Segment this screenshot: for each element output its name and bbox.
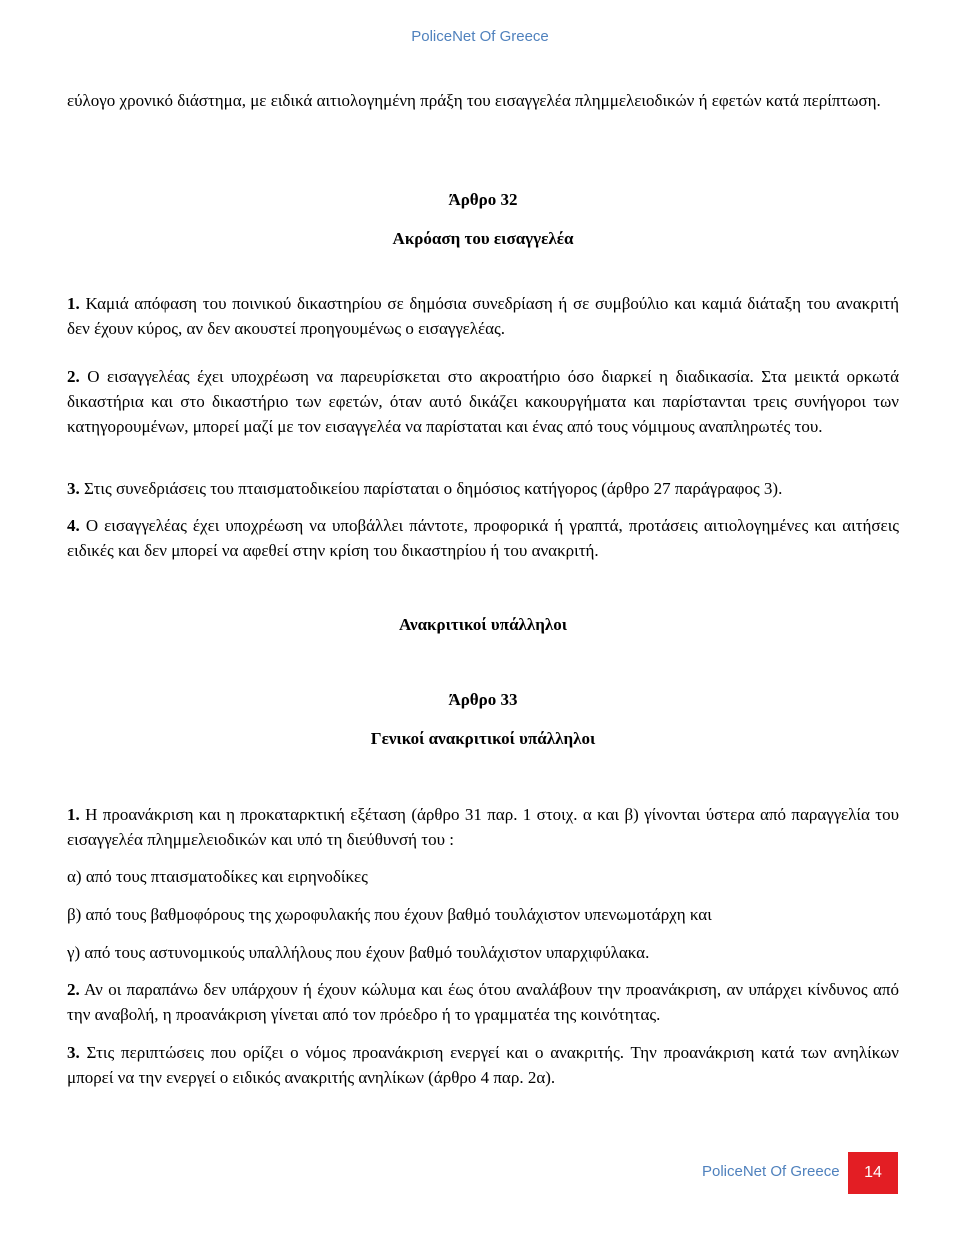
- item-text: Στις συνεδριάσεις του πταισματοδικείου παρίσταται ο δημόσιος κατήγορος (άρθρο 27 παράγραφος 3).: [84, 479, 783, 498]
- article-33-item-3: [67, 1040, 899, 1090]
- section-title: Ανακριτικοί υπάλληλοι: [398, 615, 568, 634]
- article-33-sub-a: α) από τους πταισματοδίκες και ειρηνοδίκες: [67, 867, 368, 886]
- article-33-item-1: [67, 802, 899, 852]
- intro-paragraph: εύλογο χρονικό διάστημα, με ειδικά αιτιολογημένη πράξη του εισαγγελέα πλημμελειοδικών ή εφετών κατά περίπτωση.: [67, 91, 881, 110]
- item-number: 3.: [67, 1043, 80, 1062]
- article-32-item-4: [67, 513, 899, 563]
- item-number: 1.: [67, 294, 80, 313]
- item-number: 2.: [67, 980, 80, 999]
- article-33-title: Άρθρο 33: [448, 690, 518, 709]
- article-33-sub-b: β) από τους βαθμοφόρους της χωροφυλακής που έχουν βαθμό τουλάχιστον υπενωμοτάρχη και: [67, 905, 712, 924]
- item-number: 3.: [67, 479, 80, 498]
- item-number: 4.: [67, 516, 80, 535]
- article-33-item-2: [67, 977, 899, 1027]
- article-32-item-2: [67, 364, 899, 439]
- footer-title: PoliceNet Of Greece: [702, 1163, 840, 1180]
- item-text: Η προανάκριση και η προκαταρκτική εξέταση (άρθρο 31 παρ. 1 στοιχ. α και β) γίνονται ύστερα από παραγγελία του εισαγγελέα πλημμελειοδικών και υπό τη διεύθυνσή του :: [67, 805, 900, 849]
- item-text: Ο εισαγγελέας έχει υποχρέωση να υποβάλλει πάντοτε, προφορικά ή γραπτά, προτάσεις αιτιολογημένες και αιτήσεις ειδικές και δεν μπορεί να αφεθεί στην κρίση του δικαστηρίου ή του ανακριτή.: [67, 516, 900, 560]
- article-32-subtitle: Ακρόαση του εισαγγελέα: [392, 229, 574, 248]
- item-number: 2.: [67, 367, 80, 386]
- item-text: Ο εισαγγελέας έχει υποχρέωση να παρευρίσκεται στο ακροατήριο όσο διαρκεί η διαδικασία. Στα μεικτά ορκωτά δικαστήρια και στο δικαστήριο των εφετών, όταν αυτό δικάζει κακουργήματα και παρίστανται τρεις συνήγοροι των κατηγορουμένων, μπορεί μαζί με τον εισαγγελέα να παρίσταται και ένας από τους νόμιμους αναπληρωτές του.: [67, 367, 899, 436]
- page-header: PoliceNet Of Greece: [411, 28, 549, 45]
- article-33-subtitle: Γενικοί ανακριτικοί υπάλληλοι: [370, 729, 596, 748]
- item-text: Καμιά απόφαση του ποινικού δικαστηρίου σε δημόσια συνεδρίαση ή σε συμβούλιο και καμιά διάταξη του ανακριτή δεν έχουν κύρος, αν δεν ακουστεί προηγουμένως ο εισαγγελέας.: [67, 294, 899, 338]
- article-33-sub-c: γ) από τους αστυνομικούς υπαλλήλους που έχουν βαθμό τουλάχιστον υπαρχιφύλακα.: [67, 943, 650, 962]
- page-number-badge: 14: [848, 1152, 898, 1194]
- article-32-title: Άρθρο 32: [448, 190, 518, 209]
- item-text: Αν οι παραπάνω δεν υπάρχουν ή έχουν κώλυμα και έως ότου αναλάβουν την προανάκριση, αν υπάρχει κίνδυνος από την αναβολή, η προανάκριση γίνεται από τον πρόεδρο ή το γραμματέα της κοινότητας.: [67, 980, 899, 1024]
- article-32-item-1: [67, 291, 899, 341]
- item-text: Στις περιπτώσεις που ορίζει ο νόμος προανάκριση ενεργεί και ο ανακριτής. Την προανάκριση κατά των ανηλίκων μπορεί να την ενεργεί ο ειδικός ανακριτής ανηλίκων (άρθρο 4 παρ. 2α).: [67, 1043, 899, 1087]
- article-32-item-3: [67, 476, 899, 501]
- item-number: 1.: [67, 805, 80, 824]
